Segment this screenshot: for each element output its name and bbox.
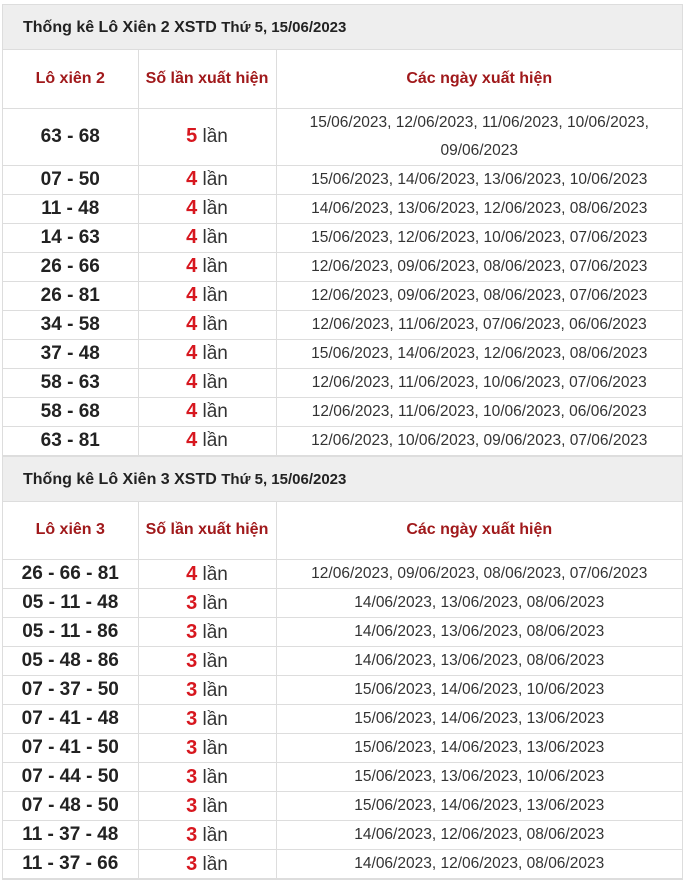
pair-cell: 58 - 68 (3, 397, 138, 426)
count-unit: lần (202, 343, 228, 364)
count-unit: lần (202, 563, 228, 585)
count-unit: lần (202, 708, 228, 730)
count-unit: lần (202, 430, 228, 451)
pair-cell: 11 - 48 (3, 194, 138, 223)
count-unit: lần (202, 621, 228, 643)
count-number: 4 (186, 168, 198, 190)
table-row (3, 281, 682, 310)
table-row (3, 676, 682, 705)
table-row (3, 589, 682, 618)
count-unit: lần (202, 198, 228, 219)
dates-cell: 15/06/2023, 14/06/2023, 13/06/2023 (276, 792, 682, 821)
section-title-date: Thứ 5, 15/06/2023 (221, 19, 347, 36)
table-row (3, 368, 682, 397)
count-cell (138, 310, 276, 339)
pair-cell: 26 - 66 - 81 (3, 560, 138, 589)
table-row (3, 734, 682, 763)
count-number: 3 (186, 823, 198, 846)
dates-cell: 15/06/2023, 14/06/2023, 10/06/2023 (276, 676, 682, 705)
dates-cell: 12/06/2023, 11/06/2023, 10/06/2023, 06/06/2023 (276, 397, 682, 426)
count-number: 3 (186, 649, 198, 672)
count-number: 4 (186, 429, 198, 451)
count-cell (138, 165, 276, 194)
table-row (3, 705, 682, 734)
count-number: 4 (186, 313, 198, 335)
header-dates: Các ngày xuất hiện (276, 502, 682, 560)
table-row (3, 821, 682, 850)
dates-cell: 15/06/2023, 12/06/2023, 10/06/2023, 07/06/2023 (276, 223, 682, 252)
count-cell (138, 397, 276, 426)
table-row (3, 426, 682, 455)
pair-cell: 26 - 66 (3, 252, 138, 281)
table-row (3, 108, 682, 165)
count-number: 3 (186, 707, 198, 730)
dates-cell: 14/06/2023, 12/06/2023, 08/06/2023 (276, 821, 682, 850)
count-unit: lần (202, 737, 228, 759)
count-unit: lần (202, 766, 228, 788)
stats-table (3, 50, 682, 456)
count-cell (138, 647, 276, 676)
dates-cell: 15/06/2023, 12/06/2023, 11/06/2023, 10/06/2023, 09/06/2023 (276, 108, 682, 165)
pair-cell: 11 - 37 - 48 (3, 821, 138, 850)
count-unit: lần (202, 592, 228, 614)
count-cell (138, 368, 276, 397)
pair-cell: 07 - 44 - 50 (3, 763, 138, 792)
table-row (3, 850, 682, 879)
pair-cell: 58 - 63 (3, 368, 138, 397)
table-row (3, 397, 682, 426)
table-row (3, 194, 682, 223)
count-number: 3 (186, 591, 198, 614)
count-unit: lần (202, 795, 228, 817)
count-number: 3 (186, 794, 198, 817)
count-cell (138, 426, 276, 455)
table-row (3, 165, 682, 194)
dates-cell: 12/06/2023, 09/06/2023, 08/06/2023, 07/06/2023 (276, 281, 682, 310)
count-unit: lần (202, 227, 228, 248)
dates-cell: 12/06/2023, 09/06/2023, 08/06/2023, 07/06/2023 (276, 252, 682, 281)
dates-cell: 14/06/2023, 13/06/2023, 08/06/2023 (276, 589, 682, 618)
section-title-date: Thứ 5, 15/06/2023 (221, 470, 347, 488)
count-unit: lần (202, 285, 228, 306)
pair-cell: 34 - 58 (3, 310, 138, 339)
table-row (3, 310, 682, 339)
count-cell (138, 560, 276, 589)
count-cell (138, 108, 276, 165)
dates-cell: 15/06/2023, 14/06/2023, 13/06/2023 (276, 705, 682, 734)
count-number: 4 (186, 342, 198, 364)
header-count: Số lần xuất hiện (138, 50, 276, 108)
dates-cell: 14/06/2023, 13/06/2023, 08/06/2023 (276, 647, 682, 676)
count-unit: lần (202, 679, 228, 701)
header-lo-xien: Lô xiên 2 (3, 50, 138, 108)
dates-cell: 15/06/2023, 14/06/2023, 13/06/2023 (276, 734, 682, 763)
dates-cell: 12/06/2023, 09/06/2023, 08/06/2023, 07/06/2023 (276, 560, 682, 589)
header-dates: Các ngày xuất hiện (276, 50, 682, 108)
count-unit: lần (202, 169, 228, 190)
count-number: 4 (186, 197, 198, 219)
count-number: 3 (186, 678, 198, 701)
count-number: 3 (186, 852, 198, 875)
table-row (3, 618, 682, 647)
pair-cell: 14 - 63 (3, 223, 138, 252)
count-cell (138, 252, 276, 281)
count-number: 4 (186, 226, 198, 248)
pair-cell: 63 - 81 (3, 426, 138, 455)
count-cell (138, 850, 276, 879)
count-cell (138, 763, 276, 792)
count-cell (138, 676, 276, 705)
pair-cell: 05 - 11 - 86 (3, 618, 138, 647)
count-number: 3 (186, 620, 198, 643)
count-number: 3 (186, 736, 198, 759)
pair-cell: 07 - 48 - 50 (3, 792, 138, 821)
pair-cell: 05 - 11 - 48 (3, 589, 138, 618)
count-cell (138, 223, 276, 252)
count-unit: lần (202, 853, 228, 875)
pair-cell: 26 - 81 (3, 281, 138, 310)
dates-cell: 15/06/2023, 14/06/2023, 13/06/2023, 10/06/2023 (276, 165, 682, 194)
table-row (3, 252, 682, 281)
count-cell (138, 792, 276, 821)
dates-cell: 15/06/2023, 14/06/2023, 12/06/2023, 08/06/2023 (276, 339, 682, 368)
count-unit: lần (202, 314, 228, 335)
count-unit: lần (202, 372, 228, 393)
dates-cell: 12/06/2023, 11/06/2023, 10/06/2023, 07/06/2023 (276, 368, 682, 397)
count-number: 4 (186, 400, 198, 422)
table-header-row (3, 50, 682, 108)
count-cell (138, 281, 276, 310)
count-number: 4 (186, 562, 198, 585)
count-cell (138, 734, 276, 763)
pair-cell: 07 - 41 - 50 (3, 734, 138, 763)
count-cell (138, 618, 276, 647)
count-cell (138, 339, 276, 368)
dates-cell: 15/06/2023, 13/06/2023, 10/06/2023 (276, 763, 682, 792)
table-row (3, 763, 682, 792)
table-row (3, 223, 682, 252)
count-number: 5 (186, 125, 198, 147)
pair-cell: 11 - 37 - 66 (3, 850, 138, 879)
table-row (3, 647, 682, 676)
pair-cell: 07 - 41 - 48 (3, 705, 138, 734)
count-cell (138, 705, 276, 734)
dates-cell: 12/06/2023, 10/06/2023, 09/06/2023, 07/06/2023 (276, 426, 682, 455)
pair-cell: 07 - 50 (3, 165, 138, 194)
count-unit: lần (202, 401, 228, 422)
dates-cell: 12/06/2023, 11/06/2023, 07/06/2023, 06/06/2023 (276, 310, 682, 339)
pair-cell: 63 - 68 (3, 108, 138, 165)
count-cell (138, 194, 276, 223)
count-number: 3 (186, 765, 198, 788)
table-header-row (3, 502, 682, 560)
count-number: 4 (186, 284, 198, 306)
count-number: 4 (186, 255, 198, 277)
table-row (3, 560, 682, 589)
count-unit: lần (202, 650, 228, 672)
header-lo-xien: Lô xiên 3 (3, 502, 138, 560)
stats-table (3, 502, 682, 880)
dates-cell: 14/06/2023, 13/06/2023, 12/06/2023, 08/06/2023 (276, 194, 682, 223)
dates-cell: 14/06/2023, 13/06/2023, 08/06/2023 (276, 618, 682, 647)
table-row (3, 792, 682, 821)
count-unit: lần (202, 126, 228, 147)
count-number: 4 (186, 371, 198, 393)
table-row (3, 339, 682, 368)
count-unit: lần (202, 824, 228, 846)
section-title (3, 4, 682, 50)
pair-cell: 05 - 48 - 86 (3, 647, 138, 676)
section-title-main: Thống kê Lô Xiên 3 XSTD (23, 470, 217, 488)
section-title-main: Thống kê Lô Xiên 2 XSTD (23, 19, 217, 36)
dates-cell: 14/06/2023, 12/06/2023, 08/06/2023 (276, 850, 682, 879)
statistics-container (2, 4, 683, 880)
count-cell (138, 821, 276, 850)
count-unit: lần (202, 256, 228, 277)
count-cell (138, 589, 276, 618)
section-title (3, 456, 682, 502)
pair-cell: 07 - 37 - 50 (3, 676, 138, 705)
pair-cell: 37 - 48 (3, 339, 138, 368)
header-count: Số lần xuất hiện (138, 502, 276, 560)
